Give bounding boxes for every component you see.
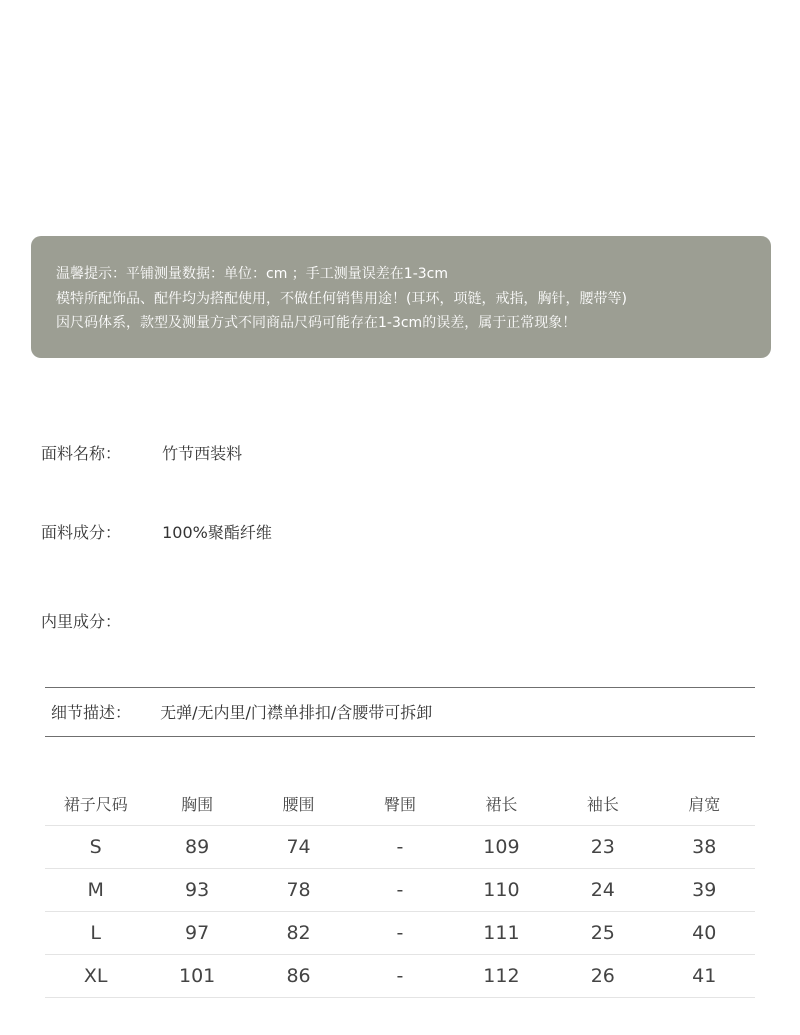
- size-table-header: [45, 782, 755, 826]
- table-cell: S: [45, 826, 146, 869]
- table-cell: 109: [451, 826, 552, 869]
- table-cell: 112: [451, 955, 552, 998]
- fabric-composition-row: [41, 520, 272, 543]
- size-table: [45, 782, 755, 998]
- fabric-name-row: [41, 441, 242, 464]
- lining-composition-row: [41, 609, 162, 632]
- lining-composition-label: 内里成分：: [41, 612, 122, 631]
- header-length: 裙长: [451, 782, 552, 826]
- notice-line: 模特所配饰品、配件均为搭配使用，不做任何销售用途！(耳环，项链，戒指，胸针，腰带等): [56, 290, 627, 307]
- detail-label: 细节描述：: [51, 703, 132, 722]
- table-cell: 82: [248, 912, 349, 955]
- table-cell: -: [349, 826, 450, 869]
- table-cell: -: [349, 955, 450, 998]
- header-waist: 腰围: [248, 782, 349, 826]
- table-cell: 74: [248, 826, 349, 869]
- header-shoulder: 肩宽: [654, 782, 755, 826]
- detail-row: [51, 700, 432, 723]
- table-cell: 38: [654, 826, 755, 869]
- fabric-composition-value: 100%聚酯纤维: [162, 523, 272, 542]
- header-bust: 胸围: [146, 782, 247, 826]
- table-cell: -: [349, 912, 450, 955]
- table-cell: XL: [45, 955, 146, 998]
- measurement-notice: [31, 236, 771, 358]
- table-cell: 39: [654, 869, 755, 912]
- table-cell: 78: [248, 869, 349, 912]
- notice-line: 温馨提示：平铺测量数据：单位：cm ；手工测量误差在1-3cm: [56, 266, 448, 282]
- table-cell: 40: [654, 912, 755, 955]
- table-cell: L: [45, 912, 146, 955]
- table-cell: 97: [146, 912, 247, 955]
- table-cell: 24: [552, 869, 653, 912]
- table-row: [45, 826, 755, 869]
- table-row: [45, 912, 755, 955]
- notice-line: 因尺码体系，款型及测量方式不同商品尺码可能存在1-3cm的误差，属于正常现象！: [56, 315, 577, 331]
- table-cell: 111: [451, 912, 552, 955]
- header-sleeve: 袖长: [552, 782, 653, 826]
- divider: [45, 736, 755, 737]
- table-cell: 26: [552, 955, 653, 998]
- table-cell: 93: [146, 869, 247, 912]
- table-cell: 23: [552, 826, 653, 869]
- fabric-name-label: 面料名称：: [41, 444, 122, 463]
- table-cell: 41: [654, 955, 755, 998]
- divider: [45, 687, 755, 688]
- table-row: [45, 869, 755, 912]
- table-cell: 89: [146, 826, 247, 869]
- header-hip: 臀围: [349, 782, 450, 826]
- table-cell: 86: [248, 955, 349, 998]
- table-cell: 110: [451, 869, 552, 912]
- table-cell: -: [349, 869, 450, 912]
- table-cell: M: [45, 869, 146, 912]
- table-row: [45, 955, 755, 998]
- table-cell: 25: [552, 912, 653, 955]
- fabric-name-value: 竹节西装料: [162, 444, 243, 463]
- header-size: 裙子尺码: [45, 782, 146, 826]
- fabric-composition-label: 面料成分：: [41, 523, 122, 542]
- table-cell: 101: [146, 955, 247, 998]
- detail-value: 无弹/无内里/门襟单排扣/含腰带可拆卸: [160, 703, 433, 722]
